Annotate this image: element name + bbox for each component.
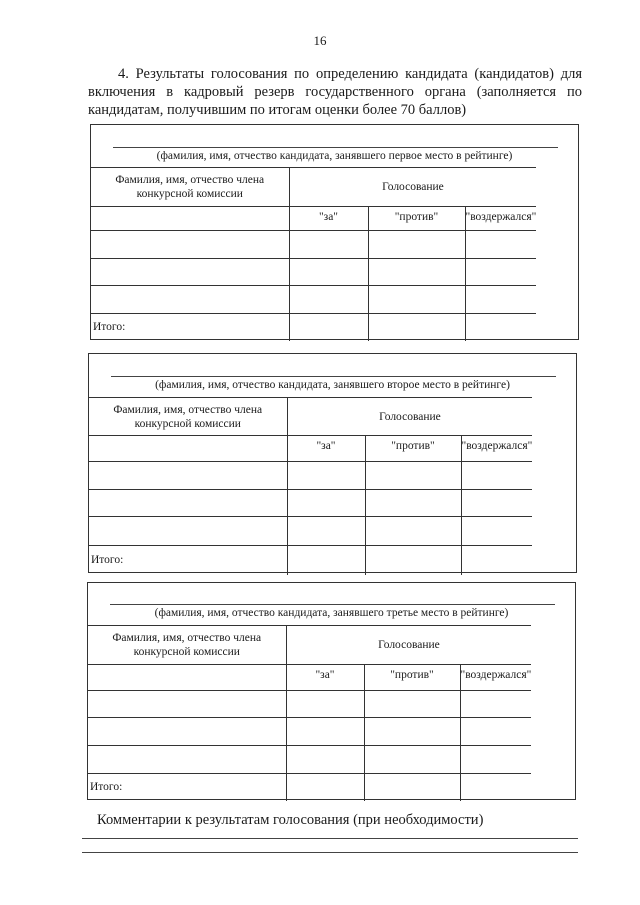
table-row (88, 718, 531, 746)
member-header: Фамилия, имя, отчество члена конкурсной комиссии (91, 168, 289, 207)
table-row (91, 286, 536, 314)
table-row (91, 259, 536, 286)
vote-abstain-header: "воздержался" (461, 436, 532, 462)
table-cell (88, 665, 286, 691)
member-header: Фамилия, имя, отчество члена конкурсной комиссии (88, 626, 286, 665)
vote-block-third-place (87, 582, 576, 800)
candidate-name-line (113, 147, 558, 148)
candidate-name-line (111, 376, 556, 377)
vote-table (89, 397, 532, 575)
candidate-name-line (110, 604, 555, 605)
voting-header: Голосование (286, 626, 531, 665)
table-row (88, 746, 531, 774)
voting-header: Голосование (289, 168, 536, 207)
vote-for-header: "за" (286, 665, 364, 691)
section-heading (88, 65, 582, 119)
table-row (89, 490, 532, 517)
vote-abstain-header: "воздержался" (460, 665, 531, 691)
comments-label: Комментарии к результатам голосования (при необходимости) (97, 812, 484, 828)
candidate-caption: (фамилия, имя, отчество кандидата, занявшего первое место в рейтинге) (156, 150, 513, 162)
voting-header: Голосование (287, 398, 532, 436)
vote-for-header: "за" (287, 436, 365, 462)
vote-against-header: "против" (368, 207, 465, 231)
candidate-caption: (фамилия, имя, отчество кандидата, занявшего третье место в рейтинге) (154, 607, 509, 619)
candidate-caption: (фамилия, имя, отчество кандидата, занявшего второе место в рейтинге) (155, 379, 510, 391)
table-cell (91, 207, 289, 231)
table-row (88, 691, 531, 718)
vote-against-header: "против" (364, 665, 460, 691)
vote-against-header: "против" (365, 436, 461, 462)
vote-abstain-header: "воздержался" (465, 207, 536, 231)
page-number: 16 (313, 33, 327, 48)
table-cell (89, 436, 287, 462)
total-label: Итого: (91, 314, 289, 341)
total-label: Итого: (89, 546, 287, 575)
total-label: Итого: (88, 774, 286, 801)
table-row (89, 462, 532, 490)
vote-block-second-place (88, 353, 577, 573)
vote-table (91, 167, 536, 341)
comment-line (82, 852, 578, 853)
vote-block-first-place (90, 124, 579, 340)
section-number: 4. (118, 66, 129, 82)
member-header: Фамилия, имя, отчество члена конкурсной комиссии (89, 398, 287, 436)
vote-table (88, 625, 531, 801)
vote-for-header: "за" (289, 207, 368, 231)
table-row (89, 517, 532, 546)
comment-line (82, 838, 578, 839)
section-heading-text: Результаты голосования по определению кандидата (кандидатов) для включения в кадровый резерв государственного органа (заполняется по кандидатам, получившим по итогам оценки более 70 баллов) (88, 66, 583, 118)
table-row (91, 231, 536, 259)
